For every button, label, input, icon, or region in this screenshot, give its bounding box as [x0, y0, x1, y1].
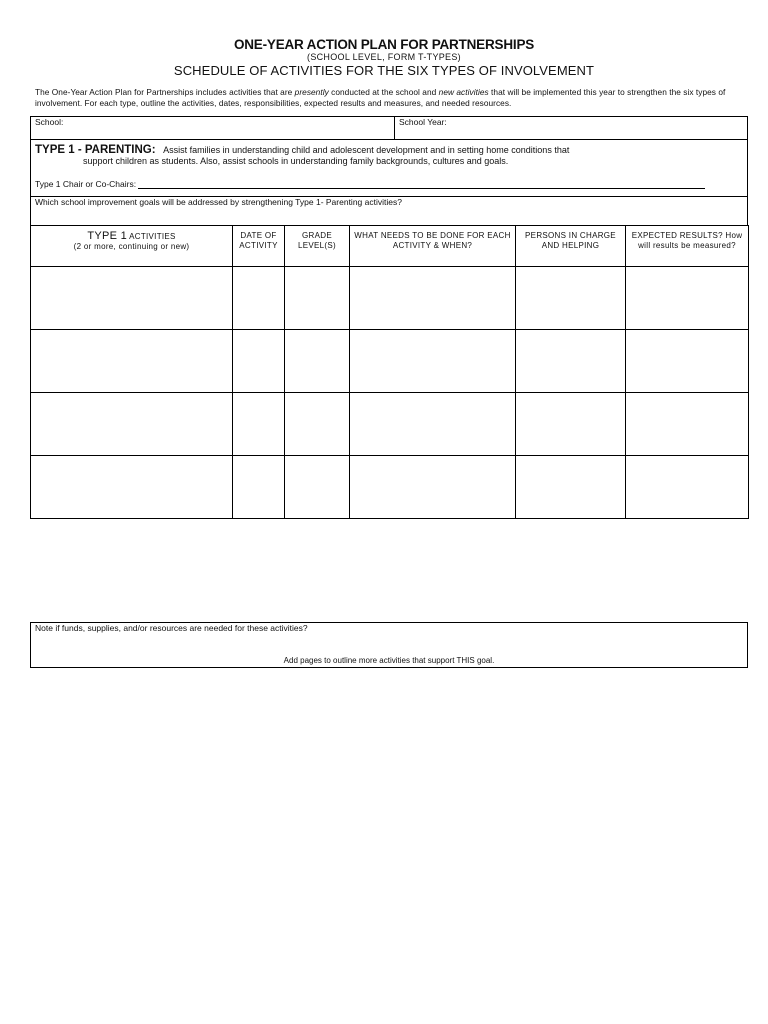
table-cell[interactable]	[350, 456, 516, 519]
type-title: TYPE 1 - PARENTING:	[35, 144, 156, 156]
intro-paragraph: The One-Year Action Plan for Partnerships includes activities that are presently conducted at the school and new activities that will be implemented this year to strengthen the six types of involvement. For each type, outline the activities, dates, responsibilities, expected results and measures, and needed resources.	[35, 87, 726, 108]
chair-row	[35, 179, 705, 189]
table-cell[interactable]	[516, 267, 626, 330]
col-date: DATE OF ACTIVITY	[233, 226, 285, 267]
table-cell[interactable]	[626, 393, 749, 456]
table-cell[interactable]	[31, 267, 233, 330]
add-pages-note: Add pages to outline more activities that support THIS goal.	[283, 656, 495, 665]
table-cell[interactable]	[233, 456, 285, 519]
table-cell[interactable]	[626, 456, 749, 519]
activities-table	[30, 225, 749, 519]
table-cell[interactable]	[285, 267, 350, 330]
table-row	[31, 456, 749, 519]
table-cell[interactable]	[516, 330, 626, 393]
goals-box[interactable]	[30, 196, 748, 226]
school-info-row	[30, 116, 748, 140]
col-persons: PERSONS IN CHARGE AND HELPING	[516, 226, 626, 267]
col-activities: TYPE 1 ACTIVITIES (2 or more, continuing or new)	[31, 226, 233, 267]
school-field[interactable]: School:	[35, 117, 64, 127]
table-cell[interactable]	[233, 330, 285, 393]
school-year-field[interactable]: School Year:	[399, 117, 447, 127]
col-grade: GRADE LEVEL(S)	[285, 226, 350, 267]
table-cell[interactable]	[285, 393, 350, 456]
table-row	[31, 330, 749, 393]
table-cell[interactable]	[626, 330, 749, 393]
table-cell[interactable]	[350, 393, 516, 456]
table-cell[interactable]	[350, 267, 516, 330]
resources-question: Note if funds, supplies, and/or resources are needed for these activities?	[35, 623, 308, 633]
schedule-heading: SCHEDULE OF ACTIVITIES FOR THE SIX TYPES OF INVOLVEMENT	[173, 63, 595, 78]
col-what-needs: WHAT NEEDS TO BE DONE FOR EACH ACTIVITY & WHEN?	[350, 226, 516, 267]
table-row	[31, 393, 749, 456]
type-desc-line2: support children as students. Also, assist schools in understanding family backgrounds, cultures and goals.	[83, 155, 509, 166]
table-cell[interactable]	[31, 393, 233, 456]
col-expected: EXPECTED RESULTS? How will results be measured?	[626, 226, 749, 267]
resources-box[interactable]	[30, 622, 748, 668]
table-cell[interactable]	[31, 456, 233, 519]
type-heading	[35, 145, 735, 166]
table-row	[31, 267, 749, 330]
table-cell[interactable]	[31, 330, 233, 393]
table-cell[interactable]	[285, 456, 350, 519]
type-description-box	[30, 139, 748, 197]
form-subtitle: (SCHOOL LEVEL, FORM T-TYPES)	[307, 52, 461, 62]
page-title: ONE-YEAR ACTION PLAN FOR PARTNERSHIPS	[233, 37, 535, 52]
type-desc-line1: Assist families in understanding child and adolescent development and in setting home conditions that	[163, 145, 570, 155]
goals-question: Which school improvement goals will be addressed by strengthening Type 1- Parenting activities?	[35, 197, 402, 207]
school-row-divider	[394, 117, 395, 139]
table-body	[31, 267, 749, 519]
table-cell[interactable]	[626, 267, 749, 330]
table-cell[interactable]	[285, 330, 350, 393]
table-cell[interactable]	[350, 330, 516, 393]
table-header-row	[31, 226, 749, 267]
table-cell[interactable]	[516, 393, 626, 456]
table-cell[interactable]	[233, 267, 285, 330]
table-cell[interactable]	[516, 456, 626, 519]
table-cell[interactable]	[233, 393, 285, 456]
chair-label: Type 1 Chair or Co-Chairs:	[35, 179, 137, 189]
chair-field[interactable]	[138, 179, 705, 189]
